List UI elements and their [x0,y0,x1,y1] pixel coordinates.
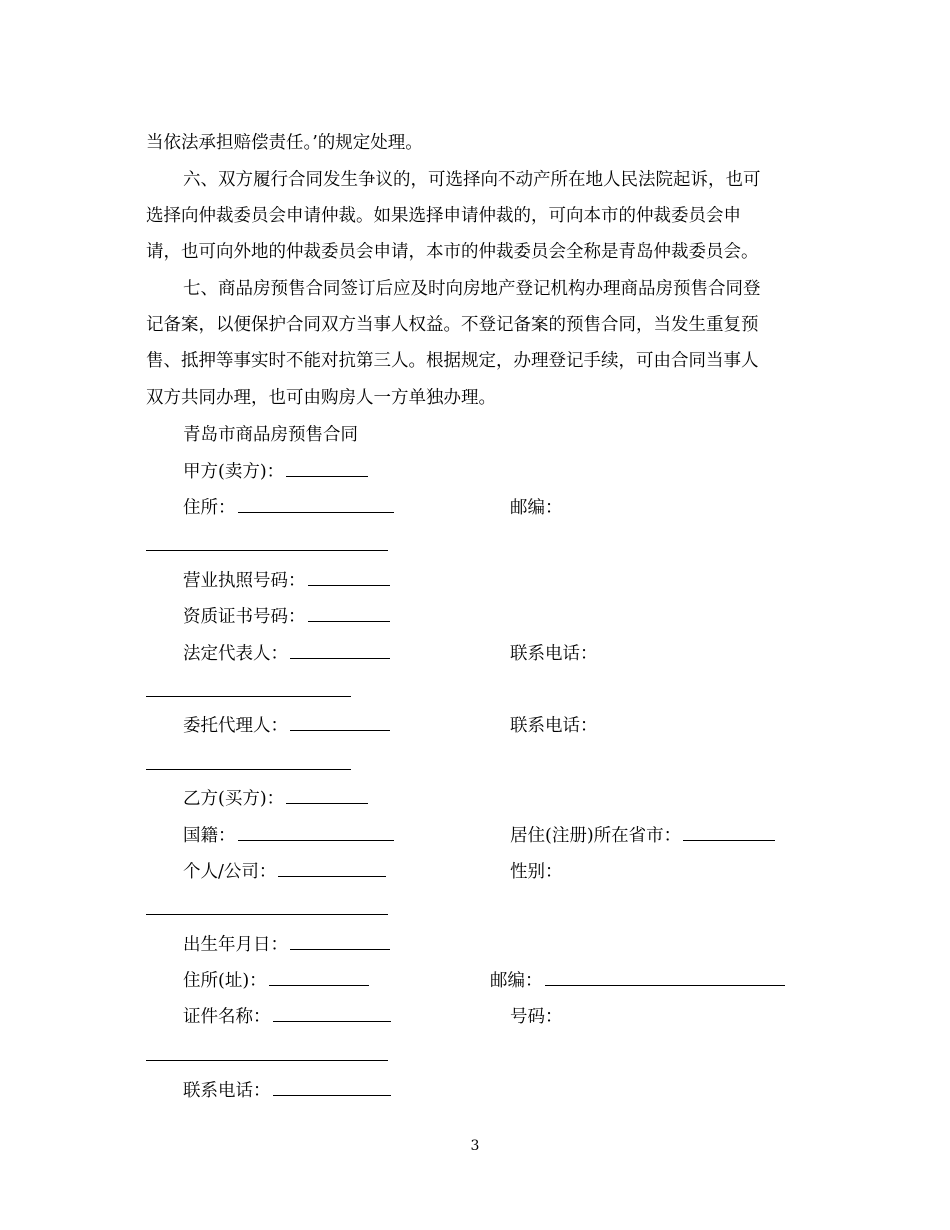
license-field [183,570,843,592]
residence-blank[interactable] [683,825,775,841]
paragraph-line: 记备案，以便保护合同双方当事人权益。不登记备案的预售合同，当发生重复预 [146,315,759,335]
address-label: 住所： [183,498,236,518]
legal-rep-label: 法定代表人： [183,644,288,664]
id-name-label: 证件名称： [183,1007,271,1027]
birth-label: 出生年月日： [183,935,288,955]
party-a-label: 甲方(卖方)： [183,462,285,482]
postcode-label: 邮编： [510,498,563,518]
address-blank[interactable] [238,497,394,513]
type-blank[interactable] [278,861,386,877]
party-a-field [183,461,843,483]
license-blank[interactable] [308,570,390,586]
residence-field [510,825,775,847]
birth-field [183,934,843,956]
nationality-label: 国籍： [183,826,236,846]
qualification-blank[interactable] [308,606,390,622]
paragraph-line: 选择向仲裁委员会申请仲裁。如果选择申请仲裁的，可向本市的仲裁委员会申 [146,206,741,226]
type-label: 个人/公司： [183,862,277,882]
phone-blank[interactable] [146,769,351,770]
party-b-field [183,788,843,810]
legal-rep-blank[interactable] [290,643,390,659]
b-phone-label: 联系电话： [183,1081,271,1101]
contract-title: 青岛市商品房预售合同 [183,425,358,445]
paragraph-line: 当依法承担赔偿责任。’的规定处理。 [146,133,423,153]
gender-label: 性别： [510,862,563,882]
qualification-field [183,606,843,628]
agent-blank[interactable] [290,715,390,731]
birth-blank[interactable] [290,934,390,950]
party-b-blank[interactable] [286,788,368,804]
paragraph-line: 请，也可向外地的仲裁委员会申请，本市的仲裁委员会全称是青岛仲裁委员会。 [146,242,759,262]
b-address-label: 住所(址)： [183,971,267,991]
b-postcode-field [490,970,785,992]
nationality-blank[interactable] [238,825,394,841]
gender-blank[interactable] [146,914,388,915]
license-label: 营业执照号码： [183,571,306,591]
paragraph-line: 双方共同办理，也可由购房人一方单独办理。 [146,388,496,408]
phone-label: 联系电话： [510,644,598,664]
b-postcode-label: 邮编： [490,971,543,991]
qualification-label: 资质证书号码： [183,607,306,627]
paragraph-line: 七、商品房预售合同签订后应及时向房地产登记机构办理商品房预售合同登 [183,279,761,299]
phone-blank[interactable] [146,696,351,697]
party-a-blank[interactable] [286,461,368,477]
party-b-label: 乙方(买方)： [183,789,285,809]
id-name-blank[interactable] [273,1006,391,1022]
phone-label: 联系电话： [510,716,598,736]
postcode-blank[interactable] [146,550,388,551]
b-phone-field [183,1080,843,1102]
paragraph-line: 售、抵押等事实时不能对抗第三人。根据规定，办理登记手续，可由合同当事人 [146,351,759,371]
page-number: 3 [470,1138,480,1154]
residence-label: 居住(注册)所在省市： [510,826,682,846]
id-number-blank[interactable] [146,1060,388,1061]
b-address-blank[interactable] [269,970,369,986]
agent-label: 委托代理人： [183,716,288,736]
paragraph-line: 六、双方履行合同发生争议的，可选择向不动产所在地人民法院起诉，也可 [183,170,761,190]
b-phone-blank[interactable] [273,1080,391,1096]
id-number-label: 号码： [510,1007,563,1027]
b-postcode-blank[interactable] [545,970,785,986]
